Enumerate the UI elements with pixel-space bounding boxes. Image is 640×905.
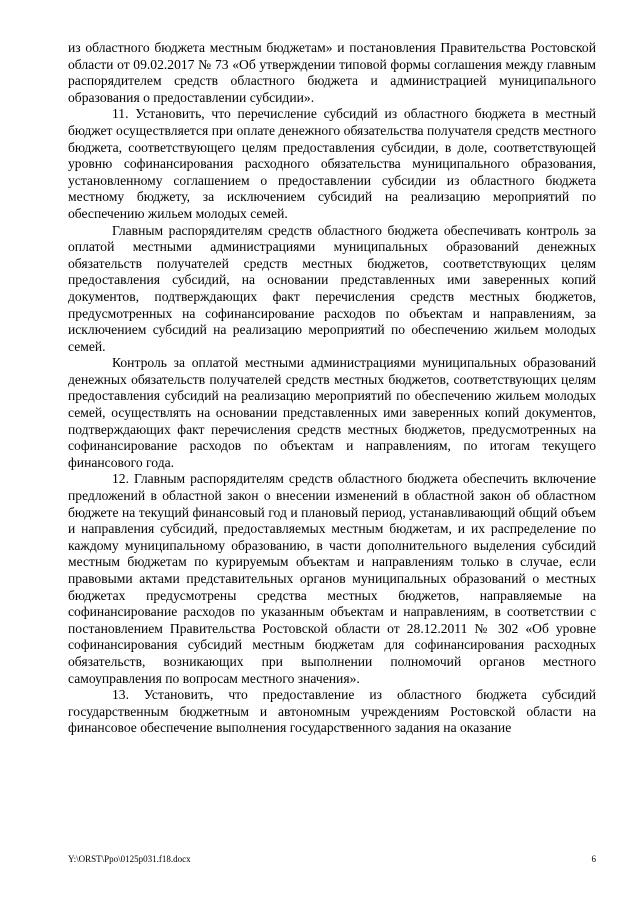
paragraph-13: 13. Установить, что предоставление из областного бюджета субсидий государственным бюджетным и автономным учреждениям Ростовской области на финансовое обеспечение выполнения государственного задания на оказание (68, 687, 596, 736)
footer-file-path: Y:\ORST\Ppo\0125p031.f18.docx (68, 854, 191, 864)
paragraph-12: 12. Главным распорядителям средств областного бюджета обеспечить включение предложений в областной закон о внесении изменений в областной закон об областном бюджете на текущий финансовый год и плановый период, устанавливающий общий объем и направления субсидий, предоставляемых местным бюджетам, и их распределение по каждому муниципальному образованию, в части дополнительного выделения субсидий местным бюджетам по курируемым объектам и направлениям только в случае, если правовыми актами представительных органов муниципальных образований о местных бюджетах предусмотрены средства местных бюджетов, направляемые на софинансирование расходов по указанным объектам и направлениям, в соответствии с постановлением Правительства Ростовской области от 28.12.2011 № 302 «Об уровне софинансирования субсидий местным бюджетам для софинансирования расходных обязательств, возникающих при выполнении полномочий органов местного самоуправления по вопросам местного значения». (68, 471, 596, 686)
paragraph-control-young-families: Контроль за оплатой местными администрациями муниципальных образований денежных обязательств получателей средств местных бюджетов, соответствующих целям предоставления субсидий на реализацию мероприятий по обеспечению жильем молодых семей, осуществлять на основании представленных ими заверенных копий документов, подтверждающих факт перечисления средств местных бюджетов, предусмотренных на софинансирование расходов по объектам и направлениям, по итогам текущего финансового года. (68, 355, 596, 470)
paragraph-control-obligation: Главным распорядителям средств областного бюджета обеспечивать контроль за оплатой местными администрациями муниципальных образований денежных обязательств получателей средств местных бюджетов, соответствующих целям предоставления субсидий, на основании представленных ими заверенных копий документов, подтверждающих факт перечисления средств местных бюджетов, предусмотренных на софинансирование расходов по объектам и направлениям, за исключением субсидий на реализацию мероприятий по обеспечению жильем молодых семей. (68, 222, 596, 354)
footer-page-number: 6 (591, 854, 596, 864)
paragraph-continuation: из областного бюджета местным бюджетам» и постановления Правительства Ростовской области от 09.02.2017 № 73 «Об утверждении типовой формы соглашения между главным распорядителем средств областного бюджета и администрацией муниципального образования о предоставлении субсидии». (68, 40, 596, 105)
document-body (68, 40, 596, 737)
paragraph-11: 11. Установить, что перечисление субсидий из областного бюджета в местный бюджет осуществляется при оплате денежного обязательства получателя средств местного бюджета, соответствующего целям предоставления субсидии, в доле, соответствующей уровню софинансирования расходного обязательства муниципального образования, установленному соглашением о предоставлении субсидии из областного бюджета местному бюджету, за исключением субсидий на реализацию мероприятий по обеспечению жильем молодых семей. (68, 106, 596, 221)
page-footer (68, 854, 596, 865)
